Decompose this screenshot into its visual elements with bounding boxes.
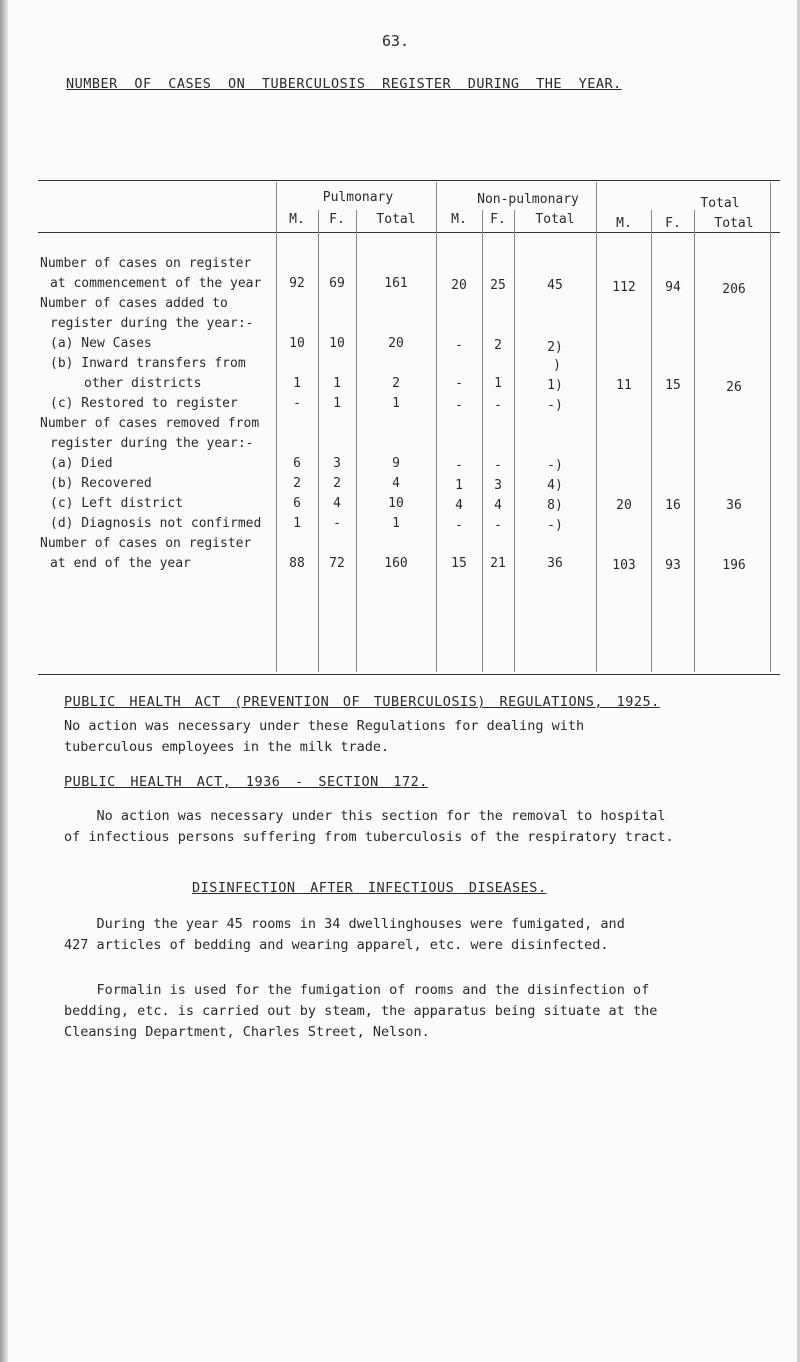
- col-header-m: M.: [616, 216, 632, 231]
- cell: 161: [384, 276, 408, 291]
- cell: 4): [547, 478, 563, 493]
- row-label: Number of cases added to: [40, 296, 228, 311]
- cell: -: [455, 518, 463, 533]
- row-label: (c) Left district: [50, 496, 184, 511]
- cell: 6: [293, 496, 301, 511]
- cell: -): [547, 398, 563, 413]
- cell: 69: [329, 276, 345, 291]
- cell: 2: [293, 476, 301, 491]
- disinfection-heading: DISINFECTION AFTER INFECTIOUS DISEASES.: [192, 880, 547, 896]
- cell: -: [494, 458, 502, 473]
- row-label: at end of the year: [50, 556, 191, 571]
- col-header-f: F.: [665, 216, 681, 231]
- cell: 1: [455, 478, 463, 493]
- cell: 112: [612, 280, 636, 295]
- cell: 1: [392, 396, 400, 411]
- cell: 1: [392, 516, 400, 531]
- formalin-paragraph: Formalin is used for the fumigation of rooms and the disinfection of bedding, etc. is carried out by steam, the apparatus being situate at the Cleansing Department, Charles Street, Nelson.: [64, 982, 658, 1040]
- page-number: 63.: [382, 32, 410, 50]
- cell: 21: [490, 556, 506, 571]
- cell: 20: [451, 278, 467, 293]
- regulations-paragraph: No action was necessary under these Regulations for dealing with tuberculous employees in the milk trade.: [64, 718, 585, 755]
- cell: 88: [289, 556, 305, 571]
- table-header-rule: [38, 232, 780, 233]
- column-divider: [514, 210, 515, 672]
- table-bottom-rule: [38, 674, 780, 675]
- cell: -: [455, 338, 463, 353]
- cell: 2): [547, 340, 563, 355]
- cell: -: [494, 398, 502, 413]
- row-label: register during the year:-: [50, 436, 254, 451]
- cell: 92: [289, 276, 305, 291]
- cell: 4: [494, 498, 502, 513]
- regulations-heading: PUBLIC HEALTH ACT (PREVENTION OF TUBERCULOSIS) REGULATIONS, 1925.: [64, 694, 660, 710]
- disinfection-paragraph: During the year 45 rooms in 34 dwellinghouses were fumigated, and 427 articles of bedding and wearing apparel, etc. were disinfected.: [64, 916, 625, 953]
- row-label: other districts: [84, 376, 202, 391]
- cell: 3: [333, 456, 341, 471]
- cell: -: [293, 396, 301, 411]
- cell: -): [547, 458, 563, 473]
- cell: 1: [293, 516, 301, 531]
- column-divider: [770, 182, 771, 672]
- tuberculosis-register-table: [38, 180, 780, 676]
- cell: 15: [451, 556, 467, 571]
- column-divider: [436, 182, 437, 672]
- cell: 16: [665, 498, 681, 513]
- row-label: Number of cases removed from: [40, 416, 260, 431]
- cell: 25: [490, 278, 506, 293]
- col-header-f: F.: [329, 212, 345, 227]
- cell: 206: [722, 282, 746, 297]
- cell: 4: [455, 498, 463, 513]
- col-header-m: M.: [451, 212, 467, 227]
- row-label: register during the year:-: [50, 316, 254, 331]
- cell: 45: [547, 278, 563, 293]
- column-divider: [651, 210, 652, 672]
- column-divider: [482, 210, 483, 672]
- cell: 160: [384, 556, 408, 571]
- cell: 72: [329, 556, 345, 571]
- register-heading: NUMBER OF CASES ON TUBERCULOSIS REGISTER DURING THE YEAR.: [66, 76, 622, 92]
- cell: 1: [333, 396, 341, 411]
- cell: -): [547, 518, 563, 533]
- cell: 2: [392, 376, 400, 391]
- cell: 94: [665, 280, 681, 295]
- cell: 2: [494, 338, 502, 353]
- row-label: (b) Inward transfers from: [50, 356, 246, 371]
- cell: 36: [547, 556, 563, 571]
- cell: -: [455, 398, 463, 413]
- cell: 4: [333, 496, 341, 511]
- cell: 1): [547, 378, 563, 393]
- row-label: Number of cases on register: [40, 536, 252, 551]
- group-header-pulmonary: Pulmonary: [322, 190, 394, 205]
- cell: -: [494, 518, 502, 533]
- section-172-heading: PUBLIC HEALTH ACT, 1936 - SECTION 172.: [64, 774, 428, 790]
- table-top-rule: [38, 180, 780, 181]
- row-label: (a) New Cases: [50, 336, 152, 351]
- cell: 93: [665, 558, 681, 573]
- column-divider: [318, 210, 319, 672]
- bracket: ): [553, 358, 561, 373]
- group-header-total: Total: [700, 196, 740, 211]
- cell: 8): [547, 498, 563, 513]
- column-divider: [694, 210, 695, 672]
- cell: 15: [665, 378, 681, 393]
- col-header-total: Total: [714, 216, 754, 231]
- cell: 2: [333, 476, 341, 491]
- col-header-total: Total: [535, 212, 575, 227]
- col-header-f: F.: [490, 212, 506, 227]
- cell: 20: [388, 336, 404, 351]
- row-label: (a) Died: [50, 456, 113, 471]
- cell: 9: [392, 456, 400, 471]
- section-172-paragraph: No action was necessary under this section for the removal to hospital of infectious persons suffering from tuberculosis of the respiratory tract.: [64, 808, 674, 845]
- row-label: (c) Restored to register: [50, 396, 238, 411]
- column-divider: [356, 210, 357, 672]
- cell: 6: [293, 456, 301, 471]
- row-label: (d) Diagnosis not confirmed: [50, 516, 262, 531]
- row-label: at commencement of the year: [50, 276, 262, 291]
- cell: 10: [329, 336, 345, 351]
- row-label: (b) Recovered: [50, 476, 152, 491]
- cell: 10: [388, 496, 404, 511]
- cell: 20: [616, 498, 632, 513]
- column-divider: [276, 182, 277, 672]
- cell: -: [455, 376, 463, 391]
- cell: -: [333, 516, 341, 531]
- scan-left-edge: [0, 0, 8, 1362]
- cell: 1: [293, 376, 301, 391]
- column-divider: [596, 182, 597, 672]
- cell: 11: [616, 378, 632, 393]
- col-header-m: M.: [289, 212, 305, 227]
- cell: 103: [612, 558, 636, 573]
- cell: 26: [726, 380, 742, 395]
- cell: 196: [722, 558, 746, 573]
- cell: 36: [726, 498, 742, 513]
- cell: 1: [494, 376, 502, 391]
- cell: 1: [333, 376, 341, 391]
- group-header-non-pulmonary: Non-pulmonary: [477, 192, 579, 207]
- cell: 3: [494, 478, 502, 493]
- col-header-total: Total: [376, 212, 416, 227]
- cell: 10: [289, 336, 305, 351]
- cell: -: [455, 458, 463, 473]
- cell: 4: [392, 476, 400, 491]
- row-label: Number of cases on register: [40, 256, 252, 271]
